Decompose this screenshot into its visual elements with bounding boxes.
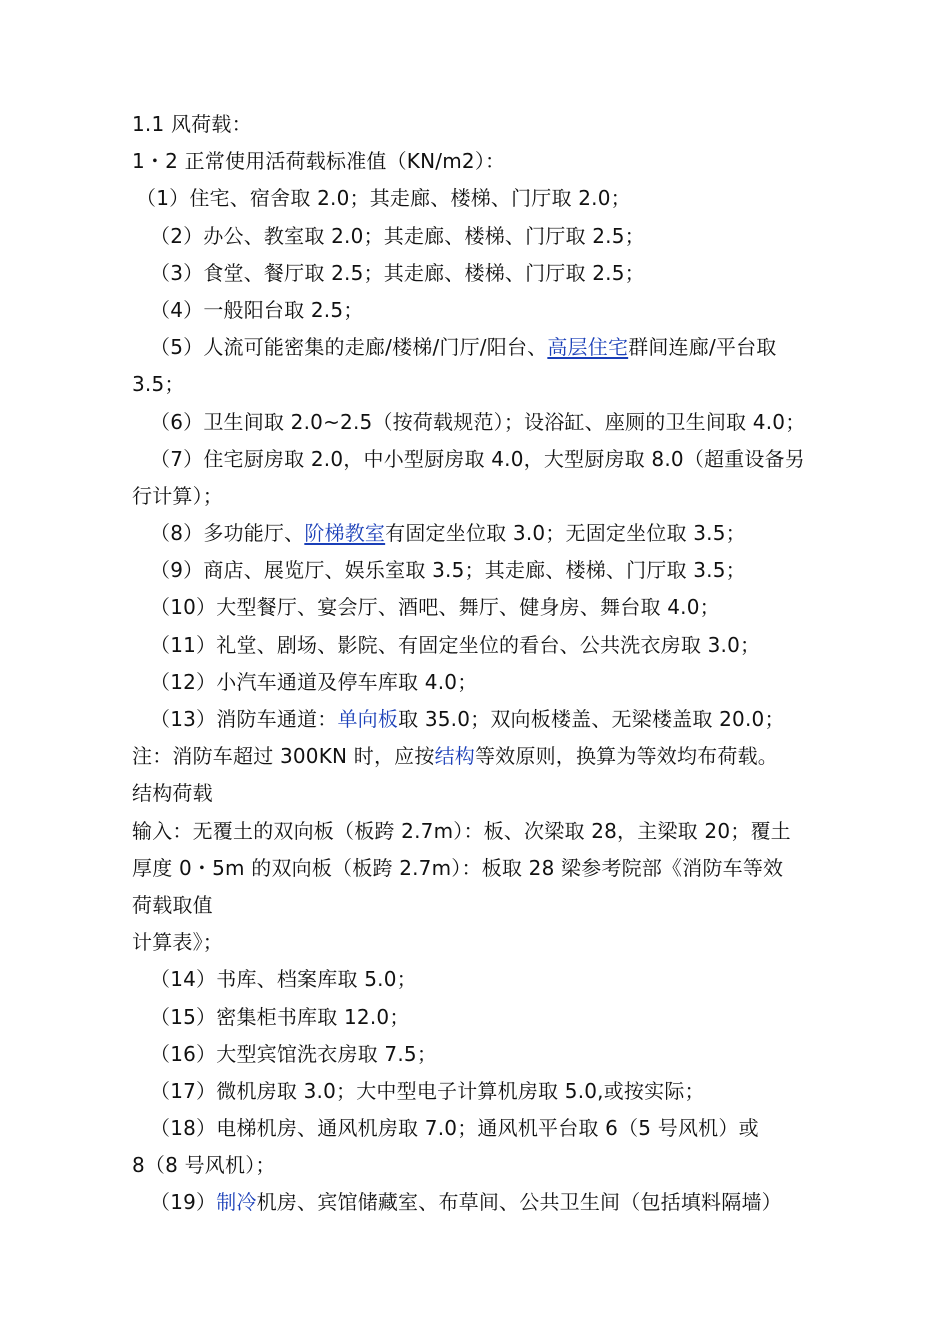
text-line: （7）住宅厨房取 2.0，中小型厨房取 4.0，大型厨房取 8.0（超重设备另 (150, 446, 806, 471)
text-line: 输入：无覆土的双向板（板跨 2.7m）：板、次梁取 28，主梁取 20；覆土 (132, 818, 791, 843)
text-line: （17）微机房取 3.0；大中型电子计算机房取 5.0,或按实际； (150, 1078, 705, 1103)
text-line: 行计算）； (132, 483, 223, 508)
text-segment: 有固定坐位取 3.0；无固定坐位取 3.5； (385, 521, 746, 546)
text-line (132, 701, 830, 738)
link-high-rise-residential[interactable]: 高层住宅 (547, 335, 629, 360)
text-line: （11）礼堂、剧场、影院、有固定坐位的看台、公共洗衣房取 3.0； (150, 632, 761, 657)
text-line: 计算表》； (132, 930, 223, 955)
text-line: （16）大型宾馆洗衣房取 7.5； (150, 1041, 438, 1066)
link-lecture-hall[interactable]: 阶梯教室 (304, 521, 386, 546)
text-line: （14）书库、档案库取 5.0； (150, 967, 417, 992)
text-line: （4）一般阳台取 2.5； (150, 297, 364, 322)
text-segment: （8）多功能厅、 (150, 521, 305, 546)
section-heading-wind-load: 1.1 风荷载： (132, 112, 252, 136)
text-segment: 群间连廊/平台取 (628, 335, 777, 360)
text-line (132, 1184, 830, 1221)
text-line (132, 738, 830, 775)
section-heading-live-load: 1・2 正常使用活荷载标准值（KN/m2）： (132, 149, 506, 174)
text-segment: （13）消防车通道： (150, 707, 338, 731)
text-segment: 注：消防车超过 300KN 时，应按 (132, 744, 435, 769)
link-one-way-slab[interactable]: 单向板 (337, 707, 399, 731)
text-line (132, 329, 830, 366)
text-segment: 机房、宾馆储藏室、布草间、公共卫生间（包括填料隔墙） (256, 1190, 782, 1215)
text-segment: 取 35.0；双向板楼盖、无梁楼盖取 20.0； (398, 707, 785, 731)
text-line: 结构荷载 (132, 781, 213, 806)
text-segment: （5）人流可能密集的走廊/楼梯/门厅/阳台、 (150, 335, 548, 360)
link-refrigeration[interactable]: 制冷 (216, 1190, 257, 1215)
text-line: 8（8 号风机）； (132, 1153, 276, 1178)
text-line: 3.5； (132, 372, 185, 397)
text-line: （1）住宅、宿舍取 2.0；其走廊、楼梯、门厅取 2.0； (136, 186, 631, 211)
text-line: （10）大型餐厅、宴会厅、酒吧、舞厅、健身房、舞台取 4.0； (150, 595, 720, 620)
text-line: 厚度 0・5m 的双向板（板跨 2.7m）：板取 28 梁参考院部《消防车等效 (132, 855, 784, 880)
text-line: （6）卫生间取 2.0~2.5（按荷载规范）；设浴缸、座厕的卫生间取 4.0； (150, 409, 806, 434)
text-line: （18）电梯机房、通风机房取 7.0；通风机平台取 6（5 号风机）或 (150, 1116, 759, 1141)
text-line: （3）食堂、餐厅取 2.5；其走廊、楼梯、门厅取 2.5； (150, 260, 645, 285)
text-line: （9）商店、展览厅、娱乐室取 3.5；其走廊、楼梯、门厅取 3.5； (150, 558, 746, 583)
text-line: （15）密集柜书库取 12.0； (150, 1004, 410, 1029)
text-segment: （19） (150, 1190, 217, 1215)
text-line: （2）办公、教室取 2.0；其走廊、楼梯、门厅取 2.5； (150, 223, 645, 248)
text-line (132, 515, 830, 552)
link-structure[interactable]: 结构 (434, 744, 475, 769)
text-line: 荷载取值 (132, 892, 213, 917)
text-segment: 等效原则，换算为等效均布荷载。 (474, 744, 778, 769)
text-line: （12）小汽车通道及停车库取 4.0； (150, 669, 478, 694)
